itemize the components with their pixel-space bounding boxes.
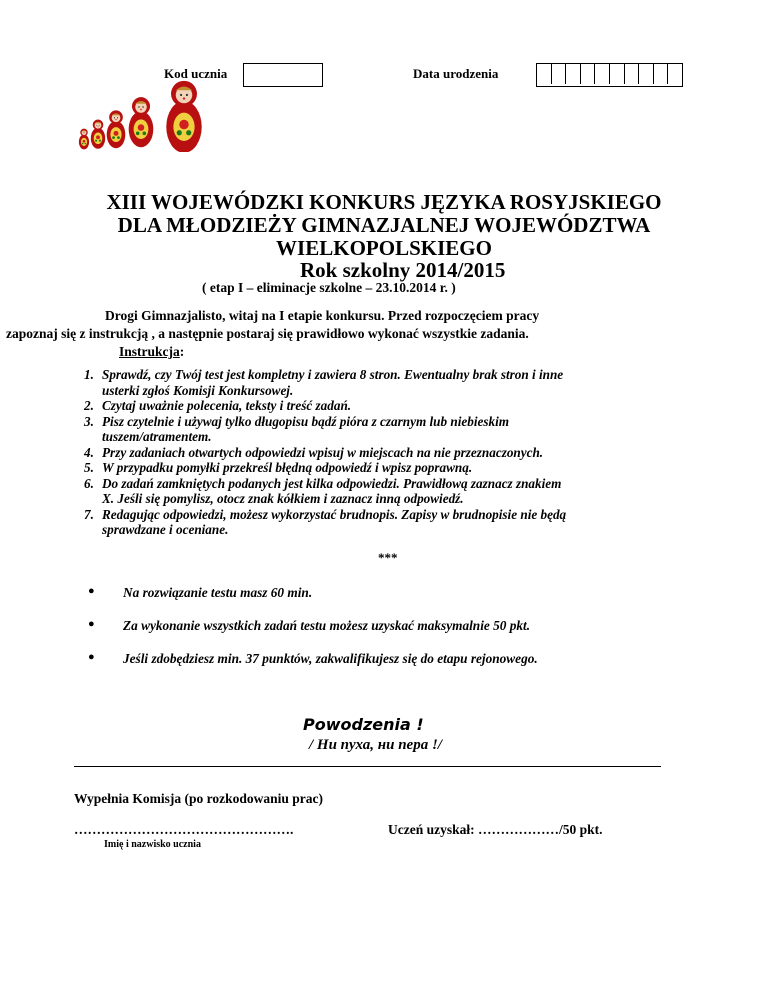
good-luck-russian: / Ни пуха, ни пера !/ (309, 737, 442, 753)
date-cell[interactable] (654, 64, 669, 84)
list-item: 3. Pisz czytelnie i używaj tylko długopisu bądź pióra z czarnym lub niebieskim tuszem/atramentem. (84, 413, 510, 444)
list-item: 6. Do zadań zamkniętych podanych jest kilka odpowiedzi. Prawidłową zaznacz znakiem X. Jeśli się pomylisz, otocz znak kółkiem i zaznacz inną odpowiedź. (84, 475, 562, 506)
school-year: Rok szkolny 2014/2015 (300, 258, 506, 282)
date-cell[interactable] (625, 64, 640, 84)
date-cell[interactable] (668, 64, 682, 84)
date-cell[interactable] (537, 64, 552, 84)
stage-info: ( etap I – eliminacje szkolne – 23.10.2014 r. ) (202, 280, 456, 295)
divider-line (74, 766, 661, 767)
date-cell[interactable] (639, 64, 654, 84)
list-item: 5. W przypadku pomyłki przekreśl błędną odpowiedź i wpisz poprawną. (84, 460, 473, 475)
list-item: 1. Sprawdź, czy Twój test jest kompletny i zawiera 8 stron. Ewentualny brak stron i inne usterki zgłoś Komisji Konkursowej. (84, 367, 564, 398)
birth-date-field[interactable] (536, 63, 683, 87)
intro-line-1: Drogi Gimnazjalisto, witaj na I etapie konkursu. Przed rozpoczęciem pracy (105, 308, 540, 323)
date-cell[interactable] (552, 64, 567, 84)
date-cell[interactable] (610, 64, 625, 84)
date-cell[interactable] (581, 64, 596, 84)
student-name-caption: Imię i nazwisko ucznia (104, 839, 201, 850)
separator: *** (378, 550, 398, 565)
bullet-icon: ● (88, 651, 95, 663)
list-item: 4. Przy zadaniach otwartych odpowiedzi wpisuj w miejscach na nie przeznaczonych. (84, 444, 544, 460)
instruction-heading (119, 343, 184, 360)
student-code-field[interactable] (243, 63, 323, 87)
student-name-field[interactable]: …………………………………………. (74, 822, 294, 837)
commission-heading: Wypełnia Komisja (po rozkodowaniu prac) (74, 791, 324, 806)
bullet-icon: ● (88, 618, 95, 630)
birth-date-label: Data urodzenia (413, 66, 499, 81)
bullet-item: ● Za wykonanie wszystkich zadań testu możesz uzyskać maksymalnie 50 pkt. (88, 618, 531, 633)
title-line-1: XIII WOJEWÓDZKI KONKURS JĘZYKA ROSYJSKIEGO (106, 190, 662, 214)
instruction-label: Instrukcja (119, 344, 180, 359)
bullet-item: ● Jeśli zdobędziesz min. 37 punktów, zakwalifikujesz się do etapu rejonowego. (88, 651, 538, 666)
intro-line-2: zapoznaj się z instrukcją , a następnie postaraj się prawidłowo wykonać wszystkie zadania. (6, 326, 529, 341)
good-luck: Powodzenia ! (303, 715, 424, 734)
title-line-2: DLA MŁODZIEŻY GIMNAZJALNEJ WOJEWÓDZTWA (117, 213, 651, 237)
score-field[interactable]: Uczeń uzyskał: ………………/50 pkt. (388, 822, 603, 837)
bullet-item: ● Na rozwiązanie testu masz 60 min. (88, 585, 313, 600)
list-item: 7. Redagując odpowiedzi, możesz wykorzystać brudnopis. Zapisy w brudnopisie nie będą sprawdzane i oceniane. (84, 506, 567, 537)
instruction-colon: : (179, 344, 185, 359)
matryoshka-dolls-image (74, 80, 214, 152)
date-cell[interactable] (566, 64, 581, 84)
student-code-label: Kod ucznia (164, 66, 228, 81)
title-line-3: WIELKOPOLSKIEGO (276, 236, 492, 260)
date-cell[interactable] (595, 64, 610, 84)
list-item: 2. Czytaj uważnie polecenia, teksty i treść zadań. (84, 398, 352, 413)
bullet-icon: ● (88, 585, 95, 597)
instruction-list (84, 367, 704, 538)
